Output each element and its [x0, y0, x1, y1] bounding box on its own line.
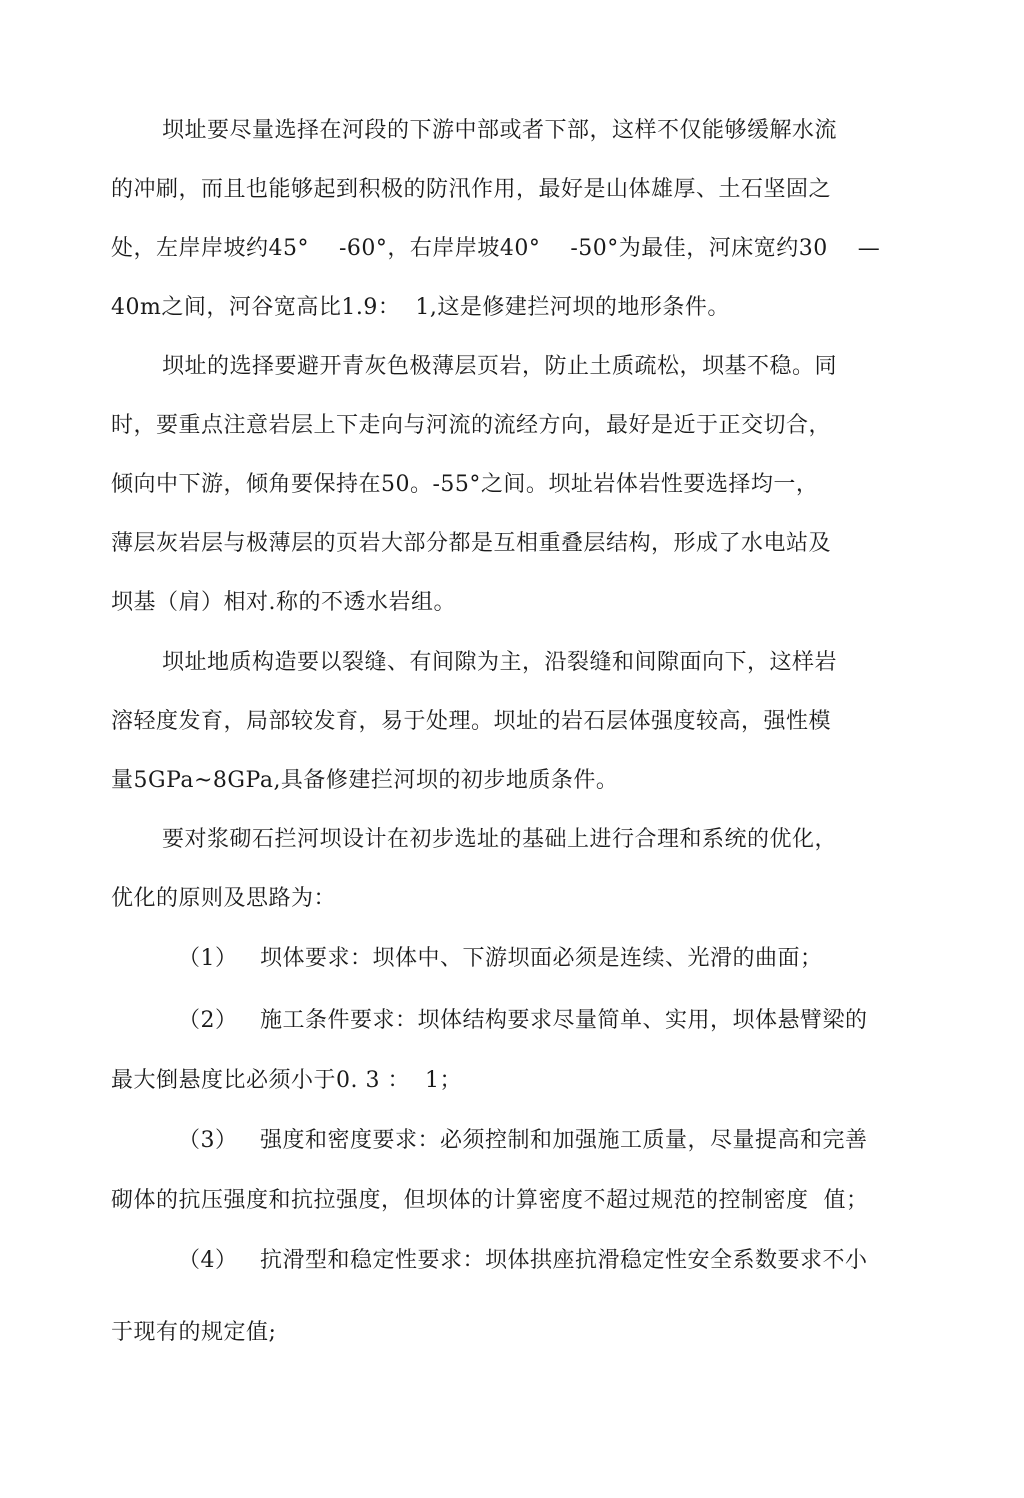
text-line-11: 溶轻度发育，局部较发育，易于处理。坝址的岩石层体强度较高，强性模: [111, 709, 832, 734]
text-line-5: 坝址的选择要避开青灰色极薄层页岩，防止土质疏松，坝基不稳。同: [162, 354, 838, 379]
list-item-3-continued: 砌体的抗压强度和抗拉强度，但坝体的计算密度不超过规范的控制密度 值；: [111, 1188, 869, 1213]
text-line-6: 时，要重点注意岩层上下走向与河流的流经方向，最好是近于正交切合，: [111, 413, 832, 438]
list-item-4: （4） 抗滑型和稳定性要求：坝体拱座抗滑稳定性安全系数要求不小: [178, 1248, 868, 1273]
list-item-1: （1） 坝体要求：坝体中、下游坝面必须是连续、光滑的曲面；: [178, 946, 823, 971]
text-line-4: 40m之间，河谷宽高比1.9： 1,这是修建拦河坝的地形条件。: [111, 295, 730, 320]
text-line-8: 薄层灰岩层与极薄层的页岩大部分都是互相重叠层结构，形成了水电站及: [111, 531, 832, 556]
text-line-3: 处，左岸岸坡约45° -60°，右岸岸坡40° -50°为最佳，河床宽约30 —: [111, 236, 881, 261]
text-line-2: 的冲刷，而且也能够起到积极的防汛作用，最好是山体雄厚、土石坚固之: [111, 177, 832, 202]
text-line-1: 坝址要尽量选择在河段的下游中部或者下部，这样不仅能够缓解水流: [162, 118, 838, 143]
text-line-14: 优化的原则及思路为：: [111, 886, 337, 911]
list-item-3: （3） 强度和密度要求：必须控制和加强施工质量，尽量提高和完善: [178, 1128, 868, 1153]
list-item-2: （2） 施工条件要求：坝体结构要求尽量简单、实用，坝体悬臂梁的: [178, 1008, 868, 1033]
list-item-4-continued: 于现有的规定值;: [111, 1320, 277, 1345]
text-line-13: 要对浆砌石拦河坝设计在初步选址的基础上进行合理和系统的优化，: [162, 827, 838, 852]
text-line-9: 坝基（肩）相对.称的不透水岩组。: [111, 590, 456, 615]
list-item-2-continued: 最大倒悬度比必须小于0. 3 ： 1；: [111, 1068, 462, 1093]
text-line-10: 坝址地质构造要以裂缝、有间隙为主，沿裂缝和间隙面向下，这样岩: [162, 650, 838, 675]
text-line-7: 倾向中下游，倾角要保持在50。-55°之间。坝址岩体岩性要选择均一，: [111, 472, 819, 497]
text-line-12: 量5GPa~8GPa,具备修建拦河坝的初步地质条件。: [111, 768, 619, 793]
